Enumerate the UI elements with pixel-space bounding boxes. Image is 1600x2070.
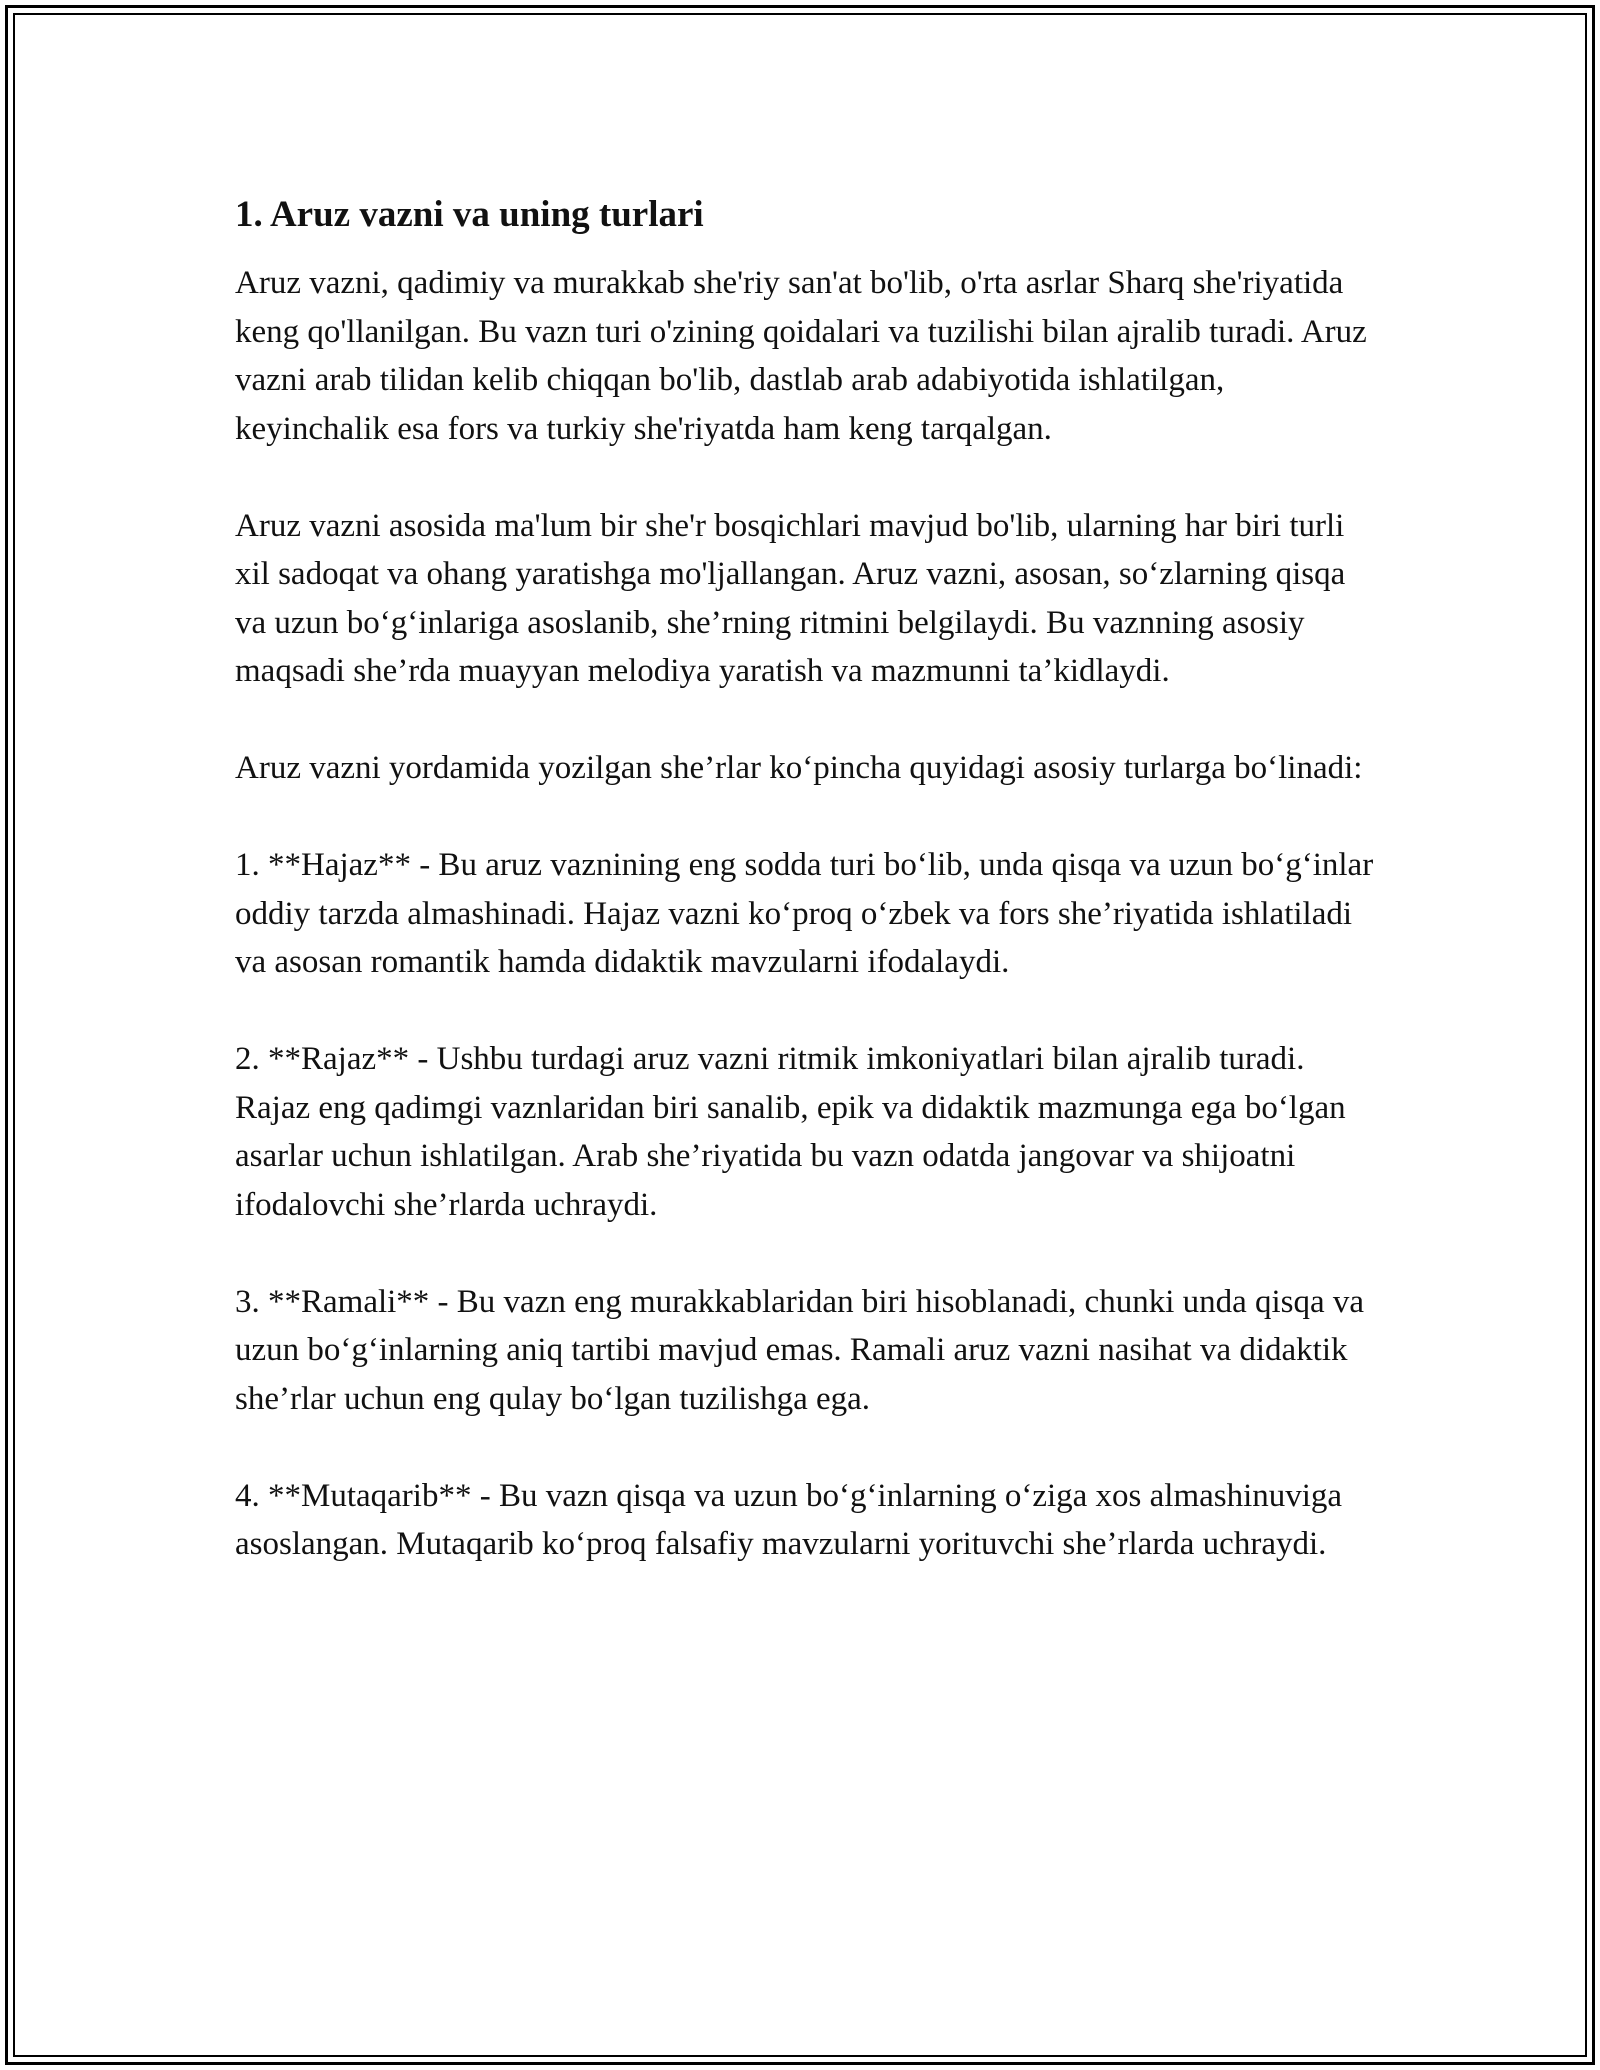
paragraph-structure: Aruz vazni asosida ma'lum bir she'r bosqichlari mavjud bo'lib, ularning har biri turli xil sadoqat va ohang yaratishga mo'ljallangan. Aruz vazni, asosan, so‘zlarning qisqa va uzun bo‘g‘inlariga asoslanib, she’rning ritmini belgilaydi. Bu vaznning asosiy maqsadi she’rda muayyan melodiya yaratish va mazmunni ta’kidlaydi. [235, 507, 1346, 689]
list-item-rajaz: 2. **Rajaz** - Ushbu turdagi aruz vazni ritmik imkoniyatlari bilan ajralib turadi. Rajaz eng qadimgi vaznlaridan biri sanalib, epik va didaktik mazmunga ega bo‘lgan asarlar uchun ishlatilgan. Arab she’riyatida bu vazn odatda jangovar va shijoatni ifodalovchi she’rlarda uchraydi. [235, 1041, 1346, 1223]
paragraph-types-intro: Aruz vazni yordamida yozilgan she’rlar ko‘pincha quyidagi asosiy turlarga bo‘linadi: [235, 750, 1363, 786]
list-item-hajaz: 1. **Hajaz** - Bu aruz vaznining eng sodda turi bo‘lib, unda qisqa va uzun bo‘g‘inlar oddiy tarzda almashinadi. Hajaz vazni ko‘proq o‘zbek va fors she’riyatida ishlatiladi va asosan romantik hamda didaktik mavzularni ifodalaydi. [235, 847, 1374, 980]
list-item-ramali: 3. **Ramali** - Bu vazn eng murakkablaridan biri hisoblanadi, chunki unda qisqa va uzun bo‘g‘inlarning aniq tartibi mavjud emas. Ramali aruz vazni nasihat va didaktik she’rlar uchun eng qulay bo‘lgan tuzilishga ega. [235, 1283, 1365, 1417]
document-body [235, 185, 1375, 1617]
paragraph-intro: Aruz vazni, qadimiy va murakkab she'riy san'at bo'lib, o'rta asrlar Sharq she'riyatida keng qo'llanilgan. Bu vazn turi o'zining qoidalari va tuzilishi bilan ajralib turadi. Aruz vazni arab tilidan kelib chiqqan bo'lib, dastlab arab adabiyotida ishlatilgan, keyinchalik esa fors va turkiy she'riyatda ham keng tarqalgan. [235, 265, 1367, 447]
list-item-mutaqarib: 4. **Mutaqarib** - Bu vazn qisqa va uzun bo‘g‘inlarning o‘ziga xos almashinuviga asoslangan. Mutaqarib ko‘proq falsafiy mavzularni yorituvchi she’rlarda uchraydi. [235, 1477, 1343, 1562]
document-title: 1. Aruz vazni va uning turlari [235, 194, 704, 235]
